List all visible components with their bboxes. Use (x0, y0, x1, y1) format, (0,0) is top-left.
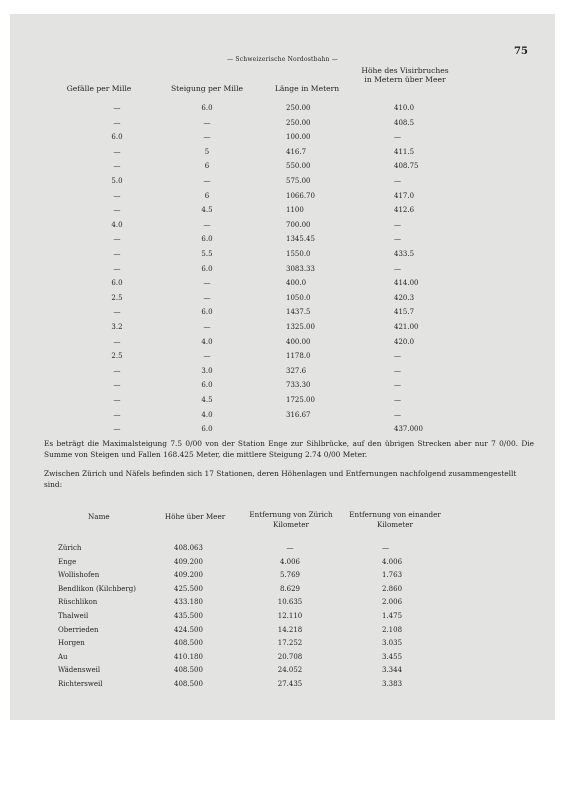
station-entfernung-zuerich: 4.006 (279, 557, 301, 566)
cell-steigung: — (203, 352, 211, 361)
station-entfernung-einander: 1.475 (382, 612, 403, 620)
cell-steigung: 3.0 (201, 366, 213, 375)
header-hoehe-ueber-meer: Höhe über Meer (164, 512, 226, 521)
cell-steigung: — (203, 177, 211, 185)
cell-steigung: 6.0 (201, 381, 213, 390)
station-entfernung-einander: — (382, 544, 389, 552)
cell-gefaelle: 2.5 (111, 352, 123, 361)
cell-steigung: 4.0 (201, 410, 213, 419)
cell-hoehe: — (394, 133, 401, 142)
cell-laenge: 316.67 (286, 410, 311, 419)
station-hoehe: 408.500 (174, 639, 203, 648)
station-name: Zürich (58, 544, 82, 552)
station-entfernung-einander: 2.860 (382, 584, 403, 593)
header-steigung: Steigung per Mille (170, 84, 244, 93)
table-row (10, 598, 555, 610)
cell-laenge: 1325.00 (286, 323, 315, 331)
station-entfernung-zuerich: 14.218 (277, 625, 303, 634)
cell-laenge: 100.00 (286, 133, 311, 142)
cell-laenge: 400.0 (286, 279, 307, 288)
cell-steigung: — (203, 293, 211, 302)
table-row (10, 558, 555, 570)
station-name: Oberrieden (58, 625, 99, 634)
cell-gefaelle: — (113, 337, 121, 346)
cell-steigung: 4.0 (201, 337, 213, 346)
cell-gefaelle: — (113, 264, 121, 273)
station-name: Richtersweil (58, 680, 103, 688)
cell-hoehe: — (394, 220, 401, 229)
cell-hoehe: 411.5 (394, 147, 415, 156)
cell-hoehe: — (394, 352, 401, 361)
cell-gefaelle: 4.0 (111, 220, 123, 229)
station-hoehe: 408.500 (174, 680, 203, 688)
cell-laenge: 575.00 (286, 177, 311, 185)
cell-gefaelle: 6.0 (111, 279, 123, 288)
station-entfernung-einander: 2.108 (382, 625, 403, 634)
station-name: Rüschlikon (58, 598, 98, 607)
table-row (10, 666, 555, 678)
station-entfernung-einander: 3.344 (382, 666, 403, 675)
table-row (10, 680, 555, 692)
cell-laenge: 400.00 (286, 337, 311, 346)
station-hoehe: 435.500 (174, 612, 203, 620)
station-entfernung-zuerich: 5.769 (279, 571, 301, 580)
cell-steigung: 5 (204, 147, 210, 156)
cell-laenge: 1066.70 (286, 191, 315, 200)
cell-gefaelle: — (113, 118, 121, 127)
cell-laenge: 1550.0 (286, 250, 311, 258)
table-row (10, 571, 555, 583)
cell-steigung: 4.5 (201, 396, 213, 404)
cell-steigung: — (203, 279, 211, 288)
station-hoehe: 410.180 (174, 652, 203, 661)
cell-laenge: 550.00 (286, 162, 311, 171)
station-entfernung-einander: 4.006 (382, 557, 403, 566)
paragraph-max-steigung: Es beträgt die Maximalsteigung 7.5 0/00 von der Station Enge zur Sihlbrücke, auf den übrigen Strecken aber nur 7 0/00. Die Summe von Steigen und Fallen 168.425 Meter, die mittlere Steigung 2.74 0/00 Meter. (44, 439, 534, 459)
cell-laenge: 1437.5 (286, 308, 311, 317)
header-entfernung-zuerich: Entfernung von Zürich Kilometer (249, 510, 333, 529)
station-entfernung-zuerich: 10.635 (277, 598, 303, 607)
station-name: Wollishofen (58, 571, 100, 580)
cell-hoehe: — (394, 410, 401, 419)
table-row (10, 612, 555, 624)
station-entfernung-zuerich: — (286, 544, 294, 552)
cell-laenge: 700.00 (286, 220, 311, 229)
header-laenge: Länge in Metern (274, 84, 340, 93)
cell-laenge: 250.00 (286, 118, 311, 127)
cell-hoehe: 415.7 (394, 308, 415, 317)
station-entfernung-einander: 2.006 (382, 598, 403, 607)
cell-hoehe: — (394, 177, 401, 185)
station-entfernung-einander: 3.035 (382, 639, 403, 648)
cell-gefaelle: — (113, 396, 121, 404)
cell-hoehe: — (394, 235, 401, 244)
station-entfernung-zuerich: 12.110 (277, 612, 303, 620)
station-hoehe: 409.200 (174, 571, 203, 580)
cell-hoehe: — (394, 264, 401, 273)
page-number: 75 (514, 46, 528, 57)
station-name: Thalweil (58, 612, 89, 620)
station-hoehe: 433.180 (174, 598, 203, 607)
cell-hoehe: 437.000 (394, 425, 423, 434)
cell-laenge: 1178.0 (286, 352, 311, 361)
cell-steigung: 6.0 (201, 308, 213, 317)
table-row (10, 544, 555, 556)
station-name: Bendlikon (Kilchberg) (58, 584, 136, 593)
cell-hoehe: 410.0 (394, 104, 415, 112)
cell-laenge: 250.00 (286, 104, 311, 112)
cell-laenge: 416.7 (286, 147, 307, 156)
cell-steigung: 5.5 (201, 250, 213, 258)
station-name: Au (58, 652, 68, 661)
header-name: Name (88, 512, 110, 521)
cell-gefaelle: — (113, 425, 121, 434)
cell-hoehe: 420.3 (394, 293, 415, 302)
cell-gefaelle: — (113, 104, 121, 112)
cell-steigung: 4.5 (201, 206, 213, 215)
station-name: Wädensweil (58, 666, 101, 675)
running-head: — Schweizerische Nordostbahn — (227, 56, 338, 63)
station-entfernung-zuerich: 24.052 (277, 666, 303, 675)
cell-gefaelle: — (113, 206, 121, 215)
cell-hoehe: — (394, 366, 401, 375)
cell-steigung: — (203, 323, 211, 331)
cell-gefaelle: 5.0 (111, 177, 123, 185)
table-row (10, 626, 555, 638)
station-entfernung-einander: 1.763 (382, 571, 403, 580)
cell-gefaelle: — (113, 381, 121, 390)
cell-laenge: 327.6 (286, 366, 307, 375)
cell-steigung: 6.0 (201, 235, 213, 244)
station-entfernung-zuerich: 8.629 (279, 584, 301, 593)
station-entfernung-zuerich: 27.435 (277, 680, 303, 688)
station-hoehe: 409.200 (174, 557, 203, 566)
cell-gefaelle: — (113, 235, 121, 244)
header-gefaelle: Gefälle per Mille (66, 84, 132, 93)
cell-gefaelle: — (113, 147, 121, 156)
cell-hoehe: 408.5 (394, 118, 415, 127)
cell-gefaelle: — (113, 366, 121, 375)
station-entfernung-einander: 3.455 (382, 652, 403, 661)
cell-hoehe: — (394, 396, 401, 404)
cell-gefaelle: — (113, 250, 121, 258)
station-name: Enge (58, 557, 77, 566)
cell-laenge: 733.30 (286, 381, 311, 390)
cell-hoehe: 420.0 (394, 337, 415, 346)
cell-hoehe: 414.00 (394, 279, 419, 288)
station-hoehe: 425.500 (174, 584, 203, 593)
cell-hoehe: 421.00 (394, 323, 419, 331)
cell-laenge: 1345.45 (286, 235, 315, 244)
cell-steigung: 6.0 (201, 104, 213, 112)
cell-laenge: 1725.00 (286, 396, 315, 404)
cell-gefaelle: 2.5 (111, 293, 123, 302)
header-hoehe: Höhe des Visirbruches in Metern über Meer (361, 66, 449, 84)
table-row (10, 585, 555, 597)
station-entfernung-einander: 3.383 (382, 680, 403, 688)
cell-laenge: 3083.33 (286, 264, 315, 273)
station-entfernung-zuerich: 17.252 (277, 639, 303, 648)
table-row (10, 653, 555, 665)
header-entfernung-einander: Entfernung von einander Kilometer (349, 510, 441, 529)
cell-gefaelle: 6.0 (111, 133, 123, 142)
station-hoehe: 424.500 (174, 625, 203, 634)
cell-steigung: 6.0 (201, 264, 213, 273)
cell-laenge: 1100 (286, 206, 304, 215)
cell-gefaelle: — (113, 410, 121, 419)
station-name: Horgen (58, 639, 85, 648)
cell-gefaelle: — (113, 162, 121, 171)
cell-laenge: 1050.0 (286, 293, 311, 302)
cell-gefaelle: 3.2 (111, 323, 123, 331)
cell-steigung: 6 (204, 191, 210, 200)
station-entfernung-zuerich: 20.708 (277, 652, 303, 661)
station-hoehe: 408.500 (174, 666, 203, 675)
cell-hoehe: 408.75 (394, 162, 419, 171)
cell-steigung: 6 (204, 162, 210, 171)
cell-steigung: 6.0 (201, 425, 213, 434)
cell-hoehe: 412.6 (394, 206, 415, 215)
table-row (10, 639, 555, 651)
cell-steigung: — (203, 118, 211, 127)
cell-hoehe: — (394, 381, 401, 390)
cell-steigung: — (203, 133, 211, 142)
paragraph-stations: Zwischen Zürich und Näfels befinden sich 17 Stationen, deren Höhenlagen und Entfernungen nachfolgend zusammengestellt sind: (44, 469, 517, 489)
scanned-page (10, 14, 555, 720)
cell-hoehe: 417.0 (394, 191, 415, 200)
cell-gefaelle: — (113, 308, 121, 317)
cell-steigung: — (203, 220, 211, 229)
cell-gefaelle: — (113, 191, 121, 200)
cell-hoehe: 433.5 (394, 250, 415, 258)
station-hoehe: 408.063 (174, 544, 203, 552)
